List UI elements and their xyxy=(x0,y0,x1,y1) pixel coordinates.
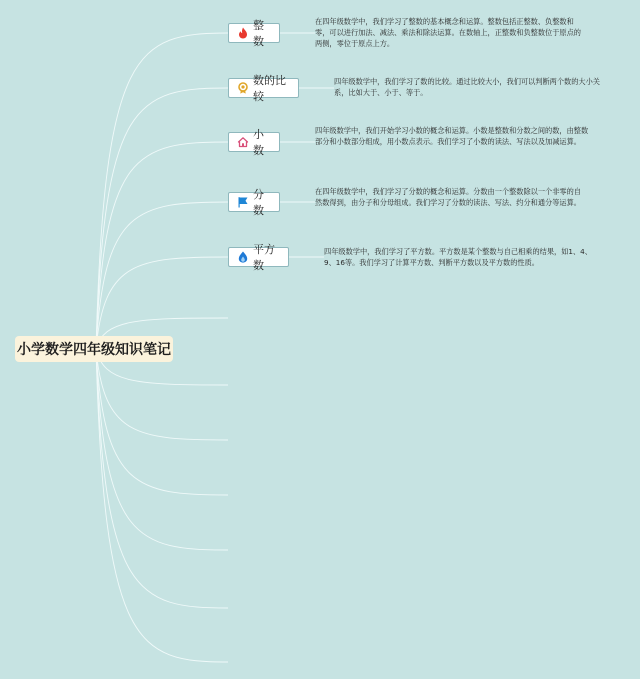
branch-line xyxy=(96,88,228,349)
fire-icon xyxy=(237,27,249,39)
topic-note: 在四年级数学中，我们学习了分数的概念和运算。分数由一个整数除以一个非零的自然数得到，由分子和分母组成。我们学习了分数的读法、写法、约分和通分等运算。 xyxy=(315,187,581,207)
topic-note: 四年级数学中，我们学习了平方数。平方数是某个整数与自己相乘的结果，如1、4、9、16等。我们学习了计算平方数、判断平方数以及平方数的性质。 xyxy=(324,247,592,267)
medal-icon xyxy=(237,82,249,94)
topic-square-numbers[interactable] xyxy=(228,243,289,272)
topic-fractions[interactable] xyxy=(228,188,280,217)
topic-label: 分数 xyxy=(253,188,264,217)
topic-note: 在四年级数学中，我们学习了整数的基本概念和运算。整数包括正整数、负整数和零，可以进行加法、减法、乘法和除法运算。在数轴上，正整数和负整数位于原点的两侧，零位于原点上方。 xyxy=(315,17,581,48)
flag-icon xyxy=(237,196,249,208)
branch-line xyxy=(96,349,228,495)
root-topic[interactable] xyxy=(15,336,173,362)
branch-line xyxy=(96,349,228,440)
topic-integers[interactable] xyxy=(228,19,280,48)
topic-decimals[interactable] xyxy=(228,128,280,157)
topic-label: 数的比较 xyxy=(253,74,286,103)
flame-icon xyxy=(237,251,249,263)
topic-note: 四年级数学中，我们学习了数的比较。通过比较大小，我们可以判断两个数的大小关系，比如大于、小于、等于。 xyxy=(334,77,600,97)
root-title: 小学数学四年级知识笔记 xyxy=(17,342,171,358)
branch-line xyxy=(96,349,228,608)
topic-note: 四年级数学中，我们开始学习小数的概念和运算。小数是整数和分数之间的数，由整数部分和小数部分组成，用小数点表示。我们学习了小数的读法、写法以及加减运算。 xyxy=(315,126,589,146)
topic-label: 小数 xyxy=(253,128,264,157)
topic-label: 整数 xyxy=(253,19,264,48)
topic-label: 平方数 xyxy=(253,243,275,272)
branch-line xyxy=(96,349,228,550)
branch-line xyxy=(96,33,228,349)
topic-number-comparison[interactable] xyxy=(228,74,299,103)
branch-line xyxy=(96,349,228,662)
home-icon xyxy=(237,136,249,148)
